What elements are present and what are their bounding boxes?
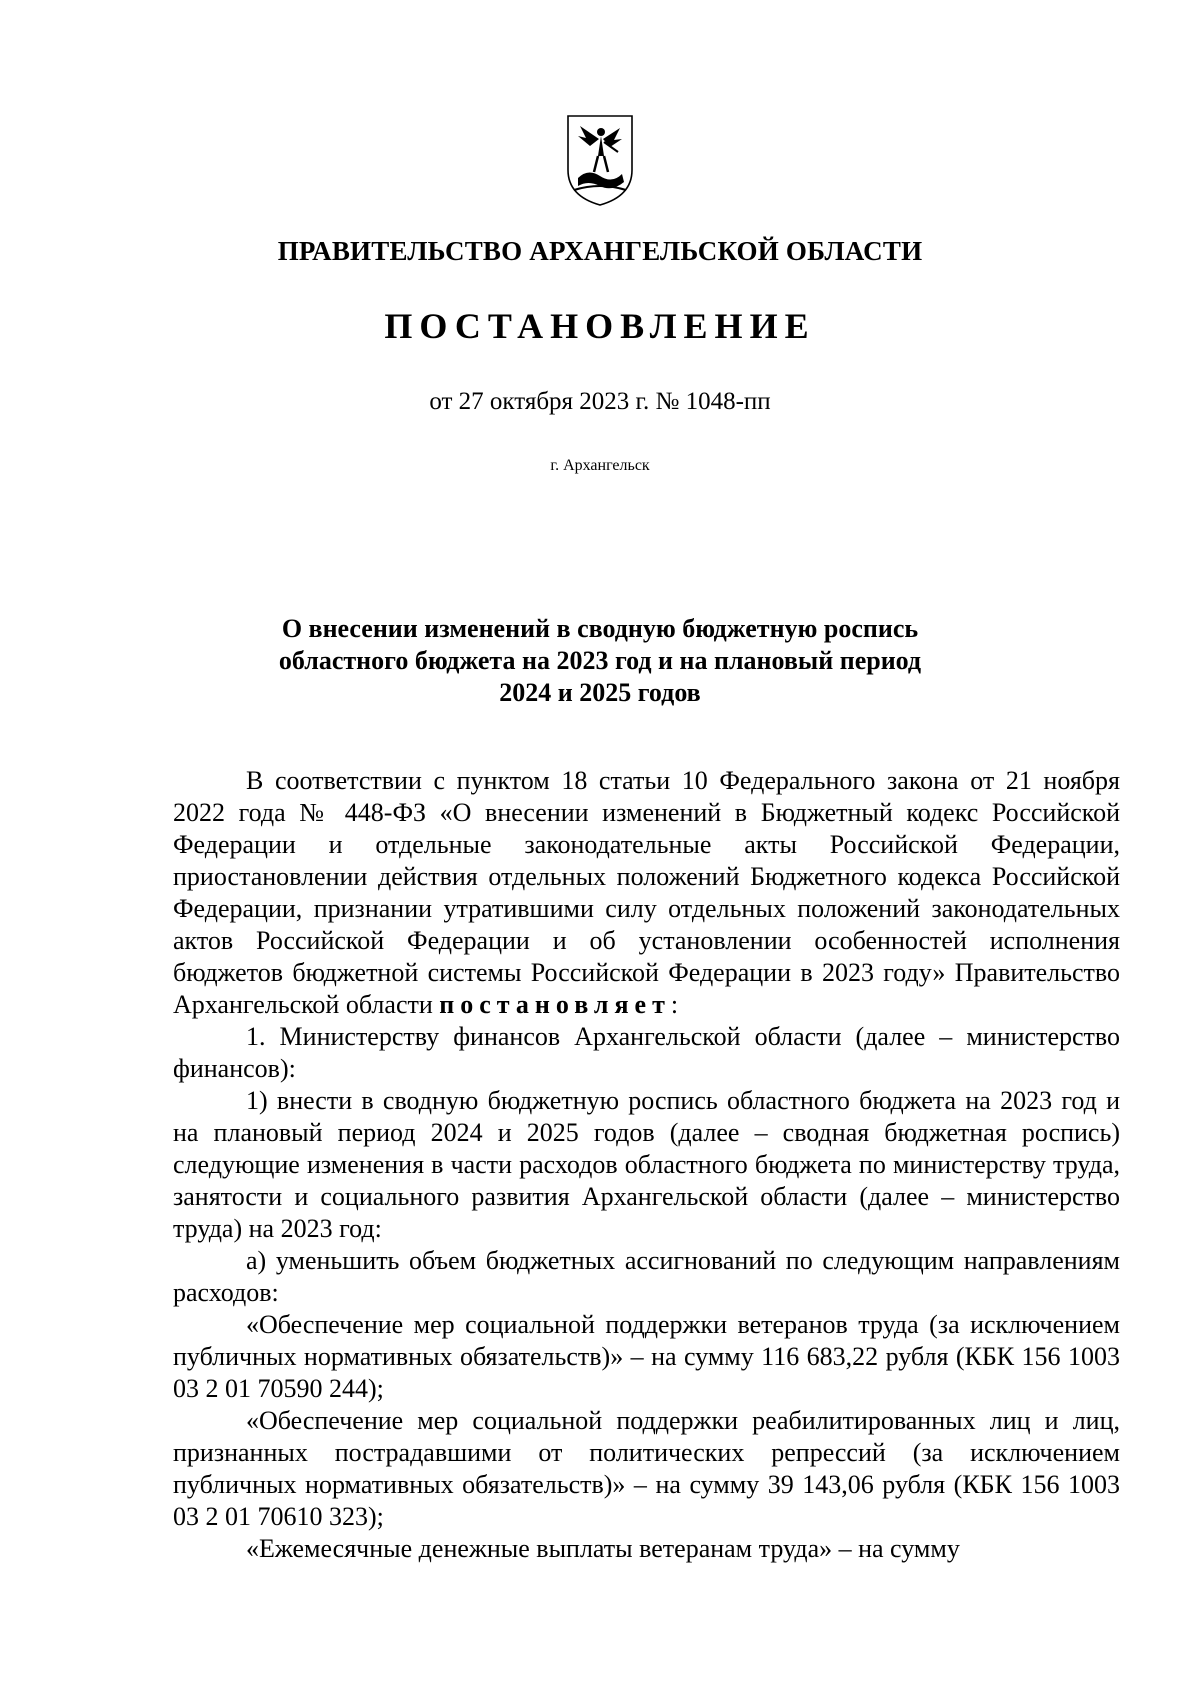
coat-of-arms-emblem bbox=[564, 112, 636, 208]
paragraph-subitem-1: 1) внести в сводную бюджетную роспись областного бюджета на 2023 год и на плановый период 2024 и 2025 годов (далее – сводная бюджетная роспись) следующие изменения в части расходов областного бюджета по министерству труда, занятости и социального развития Архангельской области (далее – министерство труда) на 2023 год: bbox=[173, 1086, 1120, 1243]
paragraph-expense-2: «Обеспечение мер социальной поддержки реабилитированных лиц и лиц, признанных пострадавшими от политических репрессий (за исключением публичных нормативных обязательств)» – на сумму 39 143,06 рубля (КБК 156 1003 03 2 01 70610 323); bbox=[173, 1406, 1120, 1531]
paragraph-item-1: 1. Министерству финансов Архангельской области (далее – министерство финансов): bbox=[173, 1022, 1120, 1083]
document-date-number: от 27 октября 2023 г. № 1048-пп bbox=[429, 388, 771, 415]
paragraph-preamble bbox=[173, 765, 1120, 1021]
preamble-end: : bbox=[670, 990, 679, 1019]
preamble-text: В соответствии с пунктом 18 статьи 10 Федерального закона от 21 ноября 2022 года № 448-ФЗ «О внесении изменений в Бюджетный кодекс Российской Федерации и отдельные законодательные акты Российской Федерации, приостановлении действия отдельных положений Бюджетного кодекса Российской Федерации, признании утратившими силу отдельных положений законодательных актов Российской Федерации и об установлении особенностей исполнения бюджетов бюджетной системы Российской Федерации в 2023 году» Правительство Архангельской области bbox=[173, 766, 1120, 1019]
document-city: г. Архангельск bbox=[550, 457, 650, 474]
paragraph-expense-3: «Ежемесячные денежные выплаты ветеранам труда» – на сумму bbox=[246, 1534, 960, 1563]
document-title bbox=[0, 613, 1200, 709]
decree-word: постановляет bbox=[439, 990, 671, 1019]
title-line-1: О внесении изменений в сводную бюджетную роспись bbox=[281, 614, 919, 643]
document-body bbox=[173, 765, 1120, 1565]
title-line-2: областного бюджета на 2023 год и на плановый период bbox=[278, 646, 922, 675]
title-line-3: 2024 и 2025 годов bbox=[499, 678, 701, 707]
document-type: ПОСТАНОВЛЕНИЕ bbox=[384, 306, 816, 346]
organization-name: ПРАВИТЕЛЬСТВО АРХАНГЕЛЬСКОЙ ОБЛАСТИ bbox=[277, 236, 923, 266]
paragraph-subitem-a: а) уменьшить объем бюджетных ассигнований по следующим направлениям расходов: bbox=[173, 1246, 1120, 1307]
paragraph-expense-1: «Обеспечение мер социальной поддержки ветеранов труда (за исключением публичных нормативных обязательств)» – на сумму 116 683,22 рубля (КБК 156 1003 03 2 01 70590 244); bbox=[173, 1310, 1120, 1403]
